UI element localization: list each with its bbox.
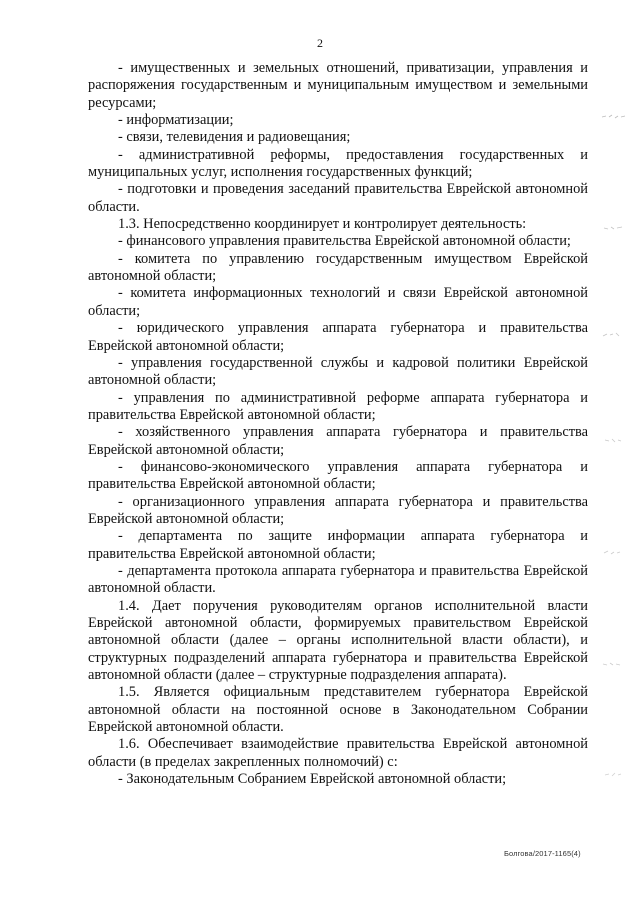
scan-artifact — [600, 660, 630, 668]
list-item: - юридического управления аппарата губернатора и правительства Еврейской автономной области; — [88, 320, 588, 354]
section-paragraph: 1.3. Непосредственно координирует и контролирует деятельность: — [118, 216, 527, 233]
section-paragraph: 1.5. Является официальным представителем губернатора Еврейской автономной области на постоянной основе в Законодательном Собрании Еврейской автономной области. — [88, 684, 588, 736]
list-item: - комитета по управлению государственным имуществом Еврейской автономной области; — [88, 250, 588, 285]
page-number: 2 — [317, 36, 323, 50]
scan-artifact — [600, 770, 630, 778]
list-item: - информатизации; — [118, 112, 234, 129]
section-paragraph: 1.4. Дает поручения руководителям органов исполнительной власти Еврейской автономной области, формируемых правительством Еврейской автономной области (далее – органы исполнительной власти области), и структурных подразделений аппарата губернатора и правительства Еврейской автономной области (далее – структурные подразделения аппарата). — [88, 597, 588, 684]
list-item: - комитета информационных технологий и связи Еврейской автономной области; — [88, 285, 588, 319]
scan-artifact — [600, 330, 630, 338]
list-item: - административной реформы, предоставления государственных и муниципальных услуг, исполнения государственных функций; — [88, 146, 588, 181]
list-item: - Законодательным Собранием Еврейской автономной области; — [118, 771, 507, 788]
document-footer-code: Болгова/2017-1165(4) — [504, 849, 581, 858]
list-item: - управления по административной реформе аппарата губернатора и правительства Еврейской автономной области; — [88, 389, 588, 423]
list-item: - подготовки и проведения заседаний правительства Еврейской автономной области. — [88, 181, 588, 215]
list-item: - имущественных и земельных отношений, приватизации, управления и распоряжения государственным и муниципальным имуществом и земельными ресурсами; — [88, 60, 588, 111]
list-item: - связи, телевидения и радиовещания; — [118, 129, 351, 146]
list-item: - организационного управления аппарата губернатора и правительства Еврейской автономной области; — [88, 493, 588, 527]
list-item: - департамента по защите информации аппарата губернатора и правительства Еврейской автономной области; — [88, 528, 588, 562]
scan-artifact — [600, 112, 630, 120]
list-item: - финансового управления правительства Еврейской автономной области; — [118, 233, 571, 250]
scan-artifact — [600, 224, 630, 232]
list-item: - департамента протокола аппарата губернатора и правительства Еврейской автономной области. — [88, 562, 588, 597]
list-item: - хозяйственного управления аппарата губернатора и правительства Еврейской автономной области; — [88, 424, 588, 458]
scan-artifact — [600, 436, 630, 444]
document-body — [88, 60, 588, 788]
section-paragraph: 1.6. Обеспечивает взаимодействие правительства Еврейской автономной области (в пределах закрепленных полномочий) с: — [88, 736, 588, 770]
list-item: - финансово-экономического управления аппарата губернатора и правительства Еврейской автономной области; — [88, 458, 588, 493]
list-item: - управления государственной службы и кадровой политики Еврейской автономной области; — [88, 354, 588, 389]
scan-artifact — [600, 548, 630, 556]
